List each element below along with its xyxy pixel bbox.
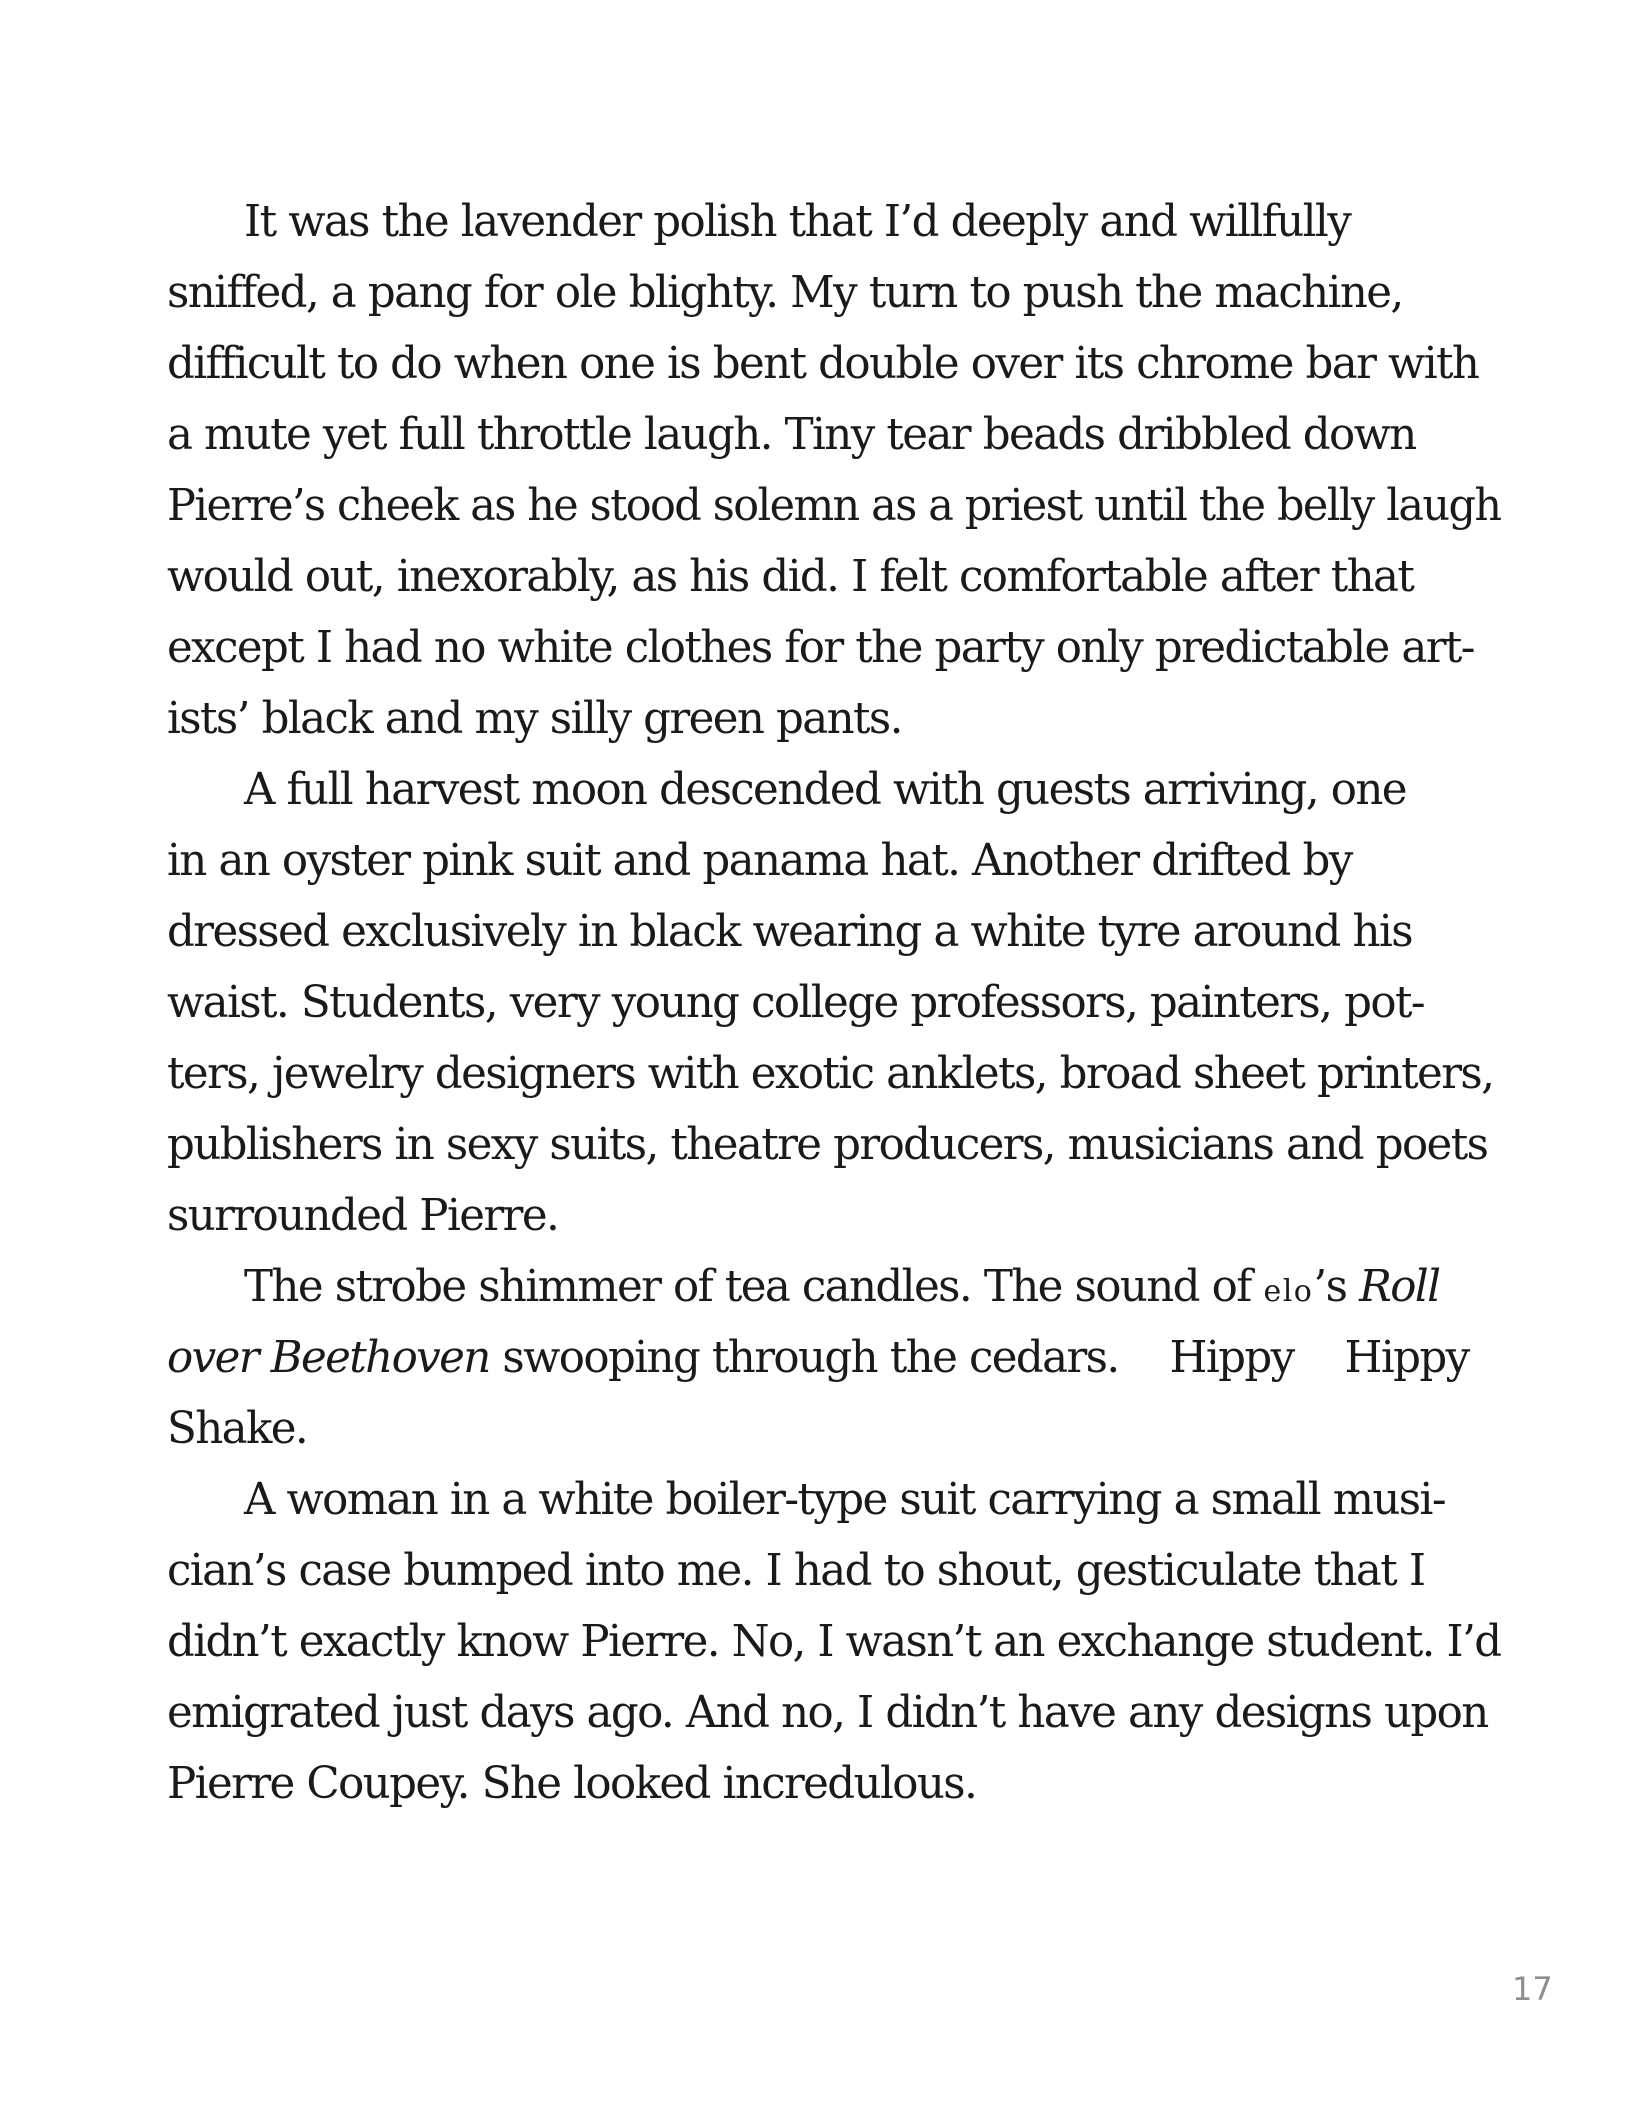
paragraph-4-line-1: A woman in a white boiler-type suit carrying a small musi-	[244, 1475, 1445, 1525]
paragraph-4-line-2: cian’s case bumped into me. I had to shout, gesticulate that I	[167, 1546, 1425, 1596]
band-name-small-caps: elo	[1263, 1274, 1314, 1309]
paragraph-2-line-4: waist. Students, very young college professors, painters, pot-	[167, 978, 1424, 1028]
paragraph-1-line-1: It was the lavender polish that I’d deeply and willfully	[244, 197, 1351, 247]
song-title-start: Roll	[1359, 1262, 1440, 1312]
paragraph-2-line-7: surrounded Pierre.	[167, 1191, 559, 1241]
paragraph-3-line-2	[167, 1328, 1469, 1388]
paragraph-3-line-3: Shake.	[167, 1404, 308, 1454]
paragraph-3-line-1	[244, 1257, 1439, 1322]
page-number: 17	[1512, 1970, 1553, 2008]
paragraph-3-text: The strobe shimmer of tea candles. The sound of	[244, 1262, 1264, 1312]
paragraph-2-line-6: publishers in sexy suits, theatre producers, musicians and poets	[167, 1120, 1488, 1170]
paragraph-1-line-3: difficult to do when one is bent double over its chrome bar with	[167, 339, 1479, 389]
paragraph-2-line-5: ters, jewelry designers with exotic anklets, broad sheet printers,	[167, 1049, 1494, 1099]
paragraph-2-line-3: dressed exclusively in black wearing a white tyre around his	[167, 907, 1412, 957]
possessive-suffix: ’s	[1313, 1262, 1360, 1312]
paragraph-3-continuation: swooping through the cedars. Hippy Hippy	[489, 1333, 1469, 1383]
paragraph-2-line-2: in an oyster pink suit and panama hat. Another drifted by	[167, 836, 1352, 886]
paragraph-1-line-5: Pierre’s cheek as he stood solemn as a priest until the belly laugh	[167, 481, 1501, 531]
paragraph-1-line-2: sniffed, a pang for ole blighty. My turn to push the machine,	[167, 268, 1403, 318]
paragraph-1-line-7: except I had no white clothes for the party only predictable art-	[167, 623, 1474, 673]
paragraph-1-line-8: ists’ black and my silly green pants.	[167, 694, 902, 744]
paragraph-1-line-4: a mute yet full throttle laugh. Tiny tear beads dribbled down	[167, 410, 1416, 460]
paragraph-4-line-4: emigrated just days ago. And no, I didn’t have any designs upon	[167, 1688, 1488, 1738]
paragraph-4-line-3: didn’t exactly know Pierre. No, I wasn’t an exchange student. I’d	[167, 1617, 1501, 1667]
paragraph-4-line-5: Pierre Coupey. She looked incredulous.	[167, 1759, 977, 1809]
paragraph-2-line-1: A full harvest moon descended with guests arriving, one	[244, 765, 1406, 815]
song-title-end: over Beethoven	[167, 1333, 490, 1383]
paragraph-1-line-6: would out, inexorably, as his did. I felt comfortable after that	[167, 552, 1414, 602]
